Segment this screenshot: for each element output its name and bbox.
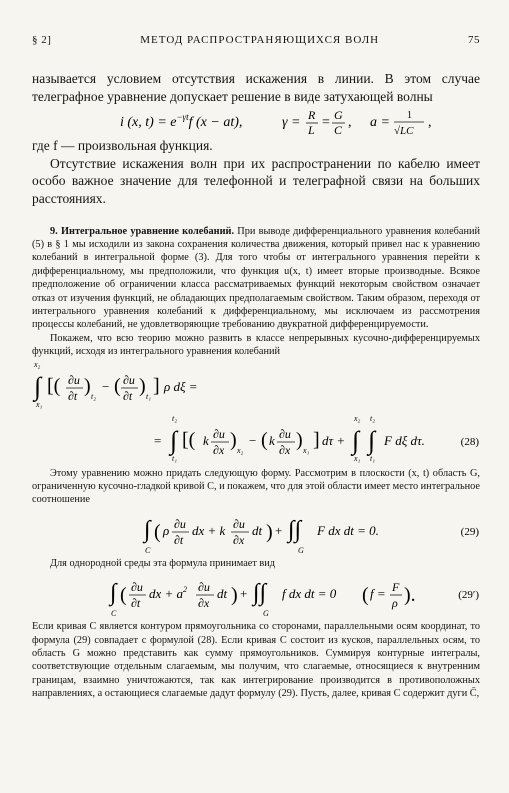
svg-text:(: ( [261, 428, 268, 451]
equation-28 [32, 359, 480, 467]
svg-text:): ) [84, 374, 91, 397]
svg-text:∂u: ∂u [123, 372, 135, 387]
svg-text:]: ] [313, 428, 320, 451]
paragraph-cable-importance: Отсутствие искажения волн при их распространении по кабелю имеет особо важное значение для телефонной и телеграфной связи на больших расстояниях. [32, 155, 480, 206]
svg-text:+: + [240, 586, 248, 602]
svg-text:∂t: ∂t [68, 388, 78, 403]
svg-text:∂x: ∂x [233, 532, 245, 547]
svg-text:dτ +: dτ + [322, 432, 346, 448]
svg-text:t₂: t₂ [172, 413, 178, 423]
svg-text:∂t: ∂t [123, 388, 133, 403]
svg-text:x₂: x₂ [237, 445, 244, 455]
svg-text:ρ: ρ [163, 522, 170, 538]
svg-text:,: , [348, 115, 352, 131]
header-section: § 2] [32, 34, 52, 46]
svg-text:∫∫: ∫∫ [253, 580, 267, 607]
svg-text:∂u: ∂u [213, 426, 225, 441]
svg-text:∂t: ∂t [174, 532, 184, 547]
svg-text:∂u: ∂u [233, 516, 245, 531]
svg-text:dx + a2: dx + $a^2$ [149, 585, 188, 602]
svg-text:F: F [392, 580, 400, 595]
svg-text:−: − [249, 432, 257, 448]
svg-text:∂u: ∂u [68, 372, 80, 387]
svg-text:G: G [263, 609, 269, 619]
running-header [32, 34, 480, 54]
svg-text:∂u: ∂u [198, 580, 210, 595]
svg-text:ρ dξ =: ρ dξ = [164, 378, 198, 394]
equation-29-svg [32, 507, 480, 557]
svg-text:∂x: ∂x [213, 442, 225, 457]
eq1-gamma: γ = [282, 115, 301, 131]
svg-text:).: ). [404, 584, 416, 607]
svg-text:ρ: ρ [392, 596, 398, 611]
header-page-number: 75 [467, 34, 480, 46]
svg-text:∂u: ∂u [174, 516, 186, 531]
paragraph-arbitrary-function: где f — произвольная функция. [32, 138, 213, 154]
svg-text:k: k [203, 432, 209, 448]
svg-text:+: + [275, 522, 283, 538]
svg-text:dx + k: dx + k [192, 522, 226, 538]
svg-text:∂x: ∂x [279, 442, 291, 457]
svg-text:): ) [266, 520, 273, 543]
svg-text:]: ] [153, 374, 160, 397]
svg-text:): ) [230, 428, 237, 451]
paragraph-section9-intro [32, 225, 480, 332]
paragraph-region-g: Этому уравнению можно придать следующую форму. Рассмотрим в плоскости (x, t) область G, ограниченную кусочно-гладкой кривой C, и покажем, что для этой области имеет место интегральное соотношение [32, 467, 480, 506]
svg-text:−: − [102, 378, 110, 394]
svg-text:∫: ∫ [352, 425, 360, 455]
svg-text:F dx dt = 0.: F dx dt = 0. [317, 522, 379, 538]
svg-text:=: = [322, 115, 330, 131]
svg-text:C: C [334, 123, 343, 138]
equation-29 [32, 507, 480, 557]
svg-text:∂t: ∂t [131, 596, 141, 611]
svg-text:(: ( [114, 374, 121, 397]
svg-text:∫: ∫ [144, 516, 151, 543]
svg-text:x₂: x₂ [34, 359, 41, 369]
svg-text:x₁: x₁ [303, 445, 310, 455]
svg-text:G: G [298, 545, 304, 555]
svg-text:): ) [139, 374, 146, 397]
svg-text:x₁: x₁ [36, 399, 43, 409]
page [32, 34, 480, 701]
svg-text:F dξ dτ.: F dξ dτ. [384, 432, 425, 448]
svg-text:∫: ∫ [368, 425, 376, 455]
svg-text:f dx dt = 0: f dx dt = 0 [282, 586, 337, 602]
section-number: 9. [50, 225, 58, 237]
svg-text:(: ( [154, 520, 161, 543]
svg-text:): ) [296, 428, 303, 451]
svg-text:k: k [269, 432, 275, 448]
svg-text:∫∫: ∫∫ [288, 516, 302, 543]
equation-29-prime-number: (29′) [458, 589, 479, 602]
paragraph-distortion-condition: называется условием отсутствия искажения в линии. В этом случае телеграфное уравнение допускает решение в виде затухающей волны [32, 71, 480, 104]
svg-text:∂x: ∂x [198, 596, 210, 611]
svg-text:1: 1 [407, 110, 412, 122]
svg-text:[(: [( [182, 428, 196, 451]
paragraph-rectangle-contour: Если кривая C является контуром прямоугольника со сторонами, параллельными осям координат, то формула (29) совпадает с формулой (28). Если кривая C состоит из кусков, параллельных осям, то область G можно представить как сумму прямоугольников. Суммируя контурные интегралы, соответствующие отдельным слагаемым, мы получим, что слагаемые, относящиеся к внутренним границам, взаимно уничтожаются, так как интегрирование производится в противоположных направлениях, а остающиеся слагаемые дадут формулу (29). Пусть, далее, кривая C содержит дуги C̄, [32, 621, 480, 700]
paragraph-continuous-functions: Покажем, что всю теорию можно развить в классе непрерывных кусочно-дифференцируемых функций, исходя из интегрального уравнения колебаний [32, 332, 480, 358]
svg-text:dt: dt [252, 522, 263, 538]
svg-text:∂u: ∂u [279, 426, 291, 441]
equation-29-prime [32, 570, 480, 620]
svg-text:x₂: x₂ [354, 413, 361, 423]
equation-29-number: (29) [460, 525, 479, 538]
svg-text:): ) [231, 584, 238, 607]
svg-text:t₂: t₂ [370, 413, 376, 423]
equation-damped-wave-svg [32, 105, 480, 137]
svg-text:∂u: ∂u [131, 580, 143, 595]
svg-text:(: ( [120, 584, 127, 607]
svg-text:,: , [428, 115, 432, 131]
equation-29-prime-svg [32, 570, 480, 620]
eq1-lhs: i (x, $t) = e^{-\gamma t}f$ (x − at), [120, 112, 243, 131]
section9-text: При выводе дифференциального уравнения колебаний (5) в § 1 мы исходили из закона сохранения количества движения, который привел нас к уравнению колебаний в интегральной форме (3). Для того чтобы от интегрального уравнения перейти к дифференциальному, мы предположили, что функция u(x, t) имеет вторые производные. Всякое предположение об ограничении класса рассматриваемых функций некоторым свойством означает отказ от изучения функций, не обладающих предполагаемым свойством. Таким образом, переходя от интегрального уравнения колебаний к дифференциальному, мы исключаем из рассмотрения процессы колебаний, не удовлетворяющие требованию двукратной дифференцируемости. [32, 225, 480, 331]
svg-text:∫: ∫ [34, 371, 42, 401]
header-title: МЕТОД РАСПРОСТРАНЯЮЩИХСЯ ВОЛН [140, 34, 380, 46]
svg-text:x₁: x₁ [354, 453, 361, 463]
svg-text:G: G [334, 108, 343, 123]
equation-28-svg [32, 359, 480, 467]
svg-text:L: L [308, 123, 315, 138]
svg-text:∫: ∫ [170, 425, 178, 455]
paragraph-homogeneous-medium: Для однородной среды эта формула принимает вид [50, 557, 276, 569]
svg-text:=: = [154, 432, 162, 448]
svg-text:t₁: t₁ [172, 453, 178, 463]
svg-text:dt: dt [217, 586, 228, 602]
svg-text:R: R [308, 108, 316, 123]
svg-text:[(: [( [47, 374, 61, 397]
svg-text:C: C [111, 609, 117, 619]
svg-text:(: ( [362, 584, 369, 607]
svg-text:t₁: t₁ [370, 453, 376, 463]
svg-text:f =: f = [370, 586, 386, 602]
eq1-a: a = [370, 115, 390, 131]
svg-text:∫: ∫ [110, 580, 117, 607]
svg-text:t₁: t₁ [146, 391, 152, 401]
svg-text:t₂: t₂ [91, 391, 97, 401]
equation-damped-wave [32, 105, 480, 137]
svg-text:C: C [145, 545, 151, 555]
svg-text:√LC: √LC [394, 125, 414, 138]
section-heading: Интегральное уравнение колебаний. [61, 225, 235, 237]
equation-28-number: (28) [460, 435, 479, 448]
